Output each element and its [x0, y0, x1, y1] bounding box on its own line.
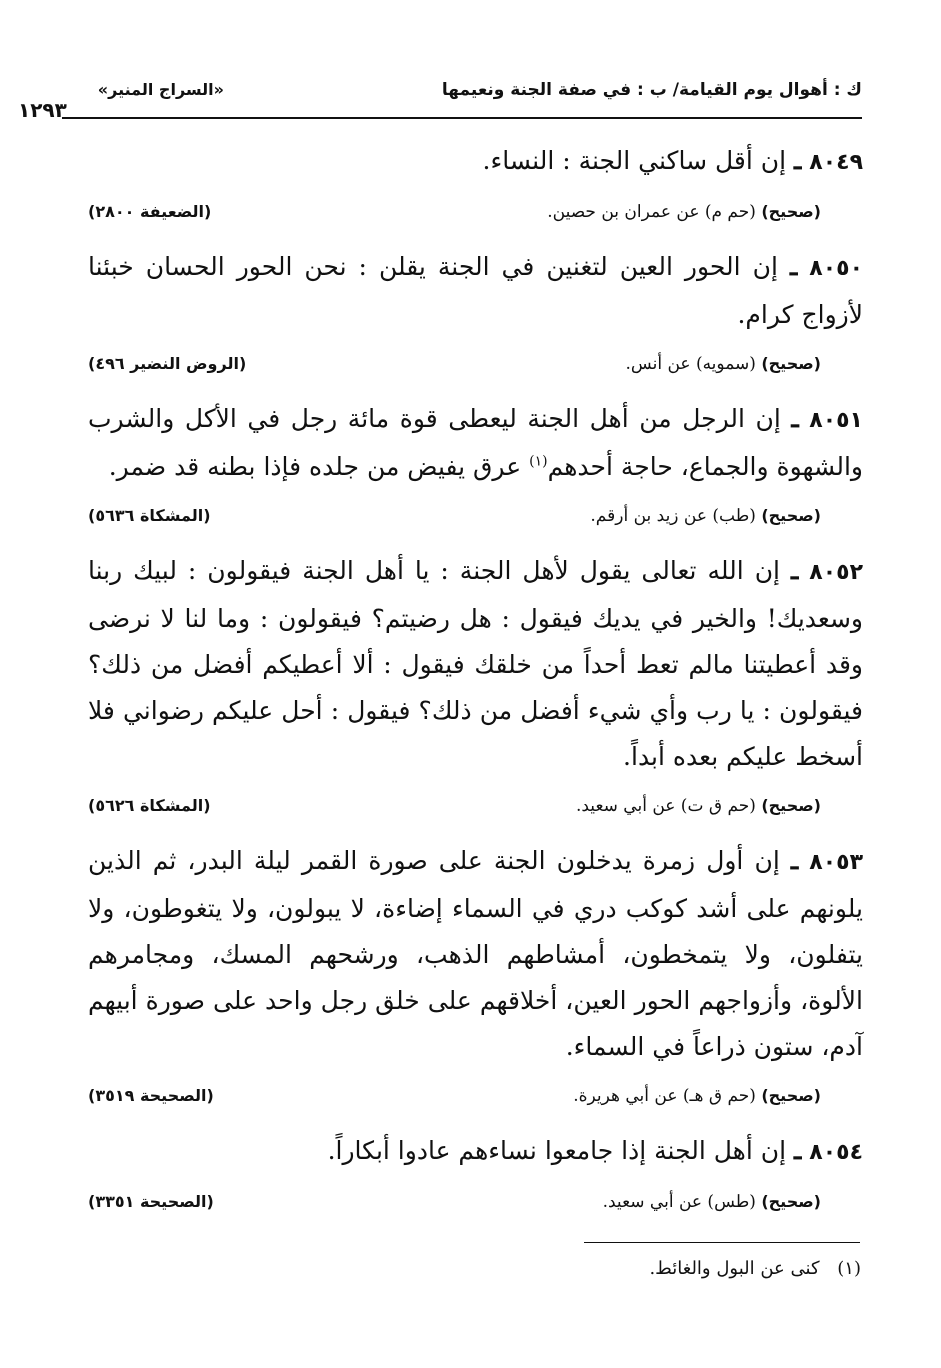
hadith-reference: (الصحيحة ٣٣٥١)	[88, 1192, 214, 1211]
header-book-block	[18, 80, 260, 122]
hadith-dash: ـ	[794, 1136, 802, 1165]
hadith-source-line	[88, 196, 863, 230]
hadith-narrator: (حم ق ت) عن أبي سعيد.	[575, 796, 756, 816]
hadith-source	[603, 1192, 821, 1212]
hadith-text	[88, 838, 863, 1070]
hadith-number: ٨٠٥٤	[809, 1140, 863, 1165]
hadith-number: ٨٠٥٢	[809, 560, 864, 585]
hadith-dash: ـ	[794, 146, 802, 175]
hadith-reference: (الصحيحة ٣٥١٩)	[88, 1086, 214, 1105]
hadith-text	[88, 396, 863, 490]
hadith-body: إن أول زمرة يدخلون الجنة على صورة القمر ليلة البدر، ثم الذين يلونهم على أشد كوكب دري في السماء إضاءة، لا يبولون، ولا يتغوطون، ولا يتفلون، ولا يتمخطون، أمشاطهم الذهب، ورشحهم المسك، ومجامرهم الألوة، وأزواجهم الحور العين، أخلاقهم على خلق رجل واحد على صورة أبيهم آدم، ستون ذراعاً في السماء.	[88, 846, 863, 1061]
hadith-narrator: (طس) عن أبي سعيد.	[602, 1192, 756, 1212]
hadith-source-line	[88, 1080, 863, 1114]
hadith-text	[88, 548, 863, 780]
hadith-dash: ـ	[791, 404, 799, 433]
hadith-reference: (المشكاة ٥٦٢٦)	[88, 796, 211, 815]
hadith-reference: (الضعيفة ٢٨٠٠)	[88, 202, 212, 221]
chapter-title: ك : أهوال يوم القيامة/ ب : في صفة الجنة ونعيمها	[441, 80, 862, 100]
hadith-narrator: (طب) عن زيد بن أرقم.	[590, 506, 756, 526]
hadith-source	[547, 202, 821, 222]
hadith-entry	[88, 138, 863, 230]
footnote-reference[interactable]: (١)	[529, 453, 548, 470]
hadith-grade: (صحيح)	[761, 1192, 821, 1211]
hadith-number: ٨٠٥٣	[809, 850, 864, 875]
header-rule	[62, 117, 862, 119]
hadith-grade: (صحيح)	[761, 202, 821, 221]
footnote-separator	[584, 1242, 860, 1243]
hadith-dash: ـ	[789, 252, 798, 281]
hadith-source	[590, 506, 821, 526]
hadith-number: ٨٠٤٩	[809, 150, 863, 175]
hadith-dash: ـ	[790, 846, 799, 875]
hadith-grade: (صحيح)	[761, 506, 821, 525]
hadith-text	[88, 1128, 863, 1176]
hadith-entry	[88, 396, 863, 534]
hadith-body-continued: عرق يفيض من جلده فإذا بطنه قد ضمر.	[108, 452, 522, 481]
book-title: «السراج المنير»	[97, 80, 224, 99]
hadith-source-line	[88, 348, 863, 382]
hadith-number: ٨٠٥٠	[809, 256, 863, 281]
hadith-source-line	[88, 1186, 863, 1220]
hadith-entry	[88, 548, 863, 824]
hadith-entry	[88, 1128, 863, 1220]
hadith-grade: (صحيح)	[761, 796, 821, 815]
hadith-body: إن أقل ساكني الجنة : النساء.	[482, 146, 787, 175]
hadith-source	[576, 796, 821, 816]
hadith-source	[573, 1086, 821, 1106]
hadith-grade: (صحيح)	[761, 354, 821, 373]
hadith-text	[88, 138, 863, 186]
hadith-body: إن الحور العين لتغنين في الجنة يقلن : نحن الحور الحسان خبئنا لأزواج كرام.	[88, 252, 863, 329]
hadith-entry	[88, 838, 863, 1114]
hadith-grade: (صحيح)	[761, 1086, 821, 1105]
hadith-source-line	[88, 790, 863, 824]
hadith-reference: (المشكاة ٥٦٣٦)	[88, 506, 211, 525]
hadith-number: ٨٠٥١	[809, 408, 863, 433]
running-header	[18, 76, 862, 122]
hadith-reference: (الروض النضير ٤٩٦)	[88, 354, 247, 373]
hadith-body: إن الرجل من أهل الجنة ليعطى قوة مائة رجل في الأكل والشرب والشهوة والجماع، حاجة أحدهم	[88, 404, 863, 481]
footnote	[649, 1258, 861, 1279]
hadith-body: إن أهل الجنة إذا جامعوا نساءهم عادوا أبكاراً.	[327, 1136, 787, 1165]
hadith-text	[88, 244, 863, 338]
footnote-mark: (١)	[837, 1258, 861, 1279]
hadith-dash: ـ	[790, 556, 799, 585]
hadith-narrator: (حم م) عن عمران بن حصين.	[547, 202, 756, 222]
page-number: ١٢٩٣	[18, 98, 67, 122]
hadith-source	[626, 354, 821, 374]
hadith-source-line	[88, 500, 863, 534]
hadith-narrator: (حم ق هـ) عن أبي هريرة.	[573, 1086, 756, 1106]
hadith-body: إن الله تعالى يقول لأهل الجنة : يا أهل الجنة فيقولون : لبيك ربنا وسعديك! والخير في يديك فيقول : هل رضيتم؟ فيقولون : وما لنا لا نرضى وقد أعطيتنا مالم تعط أحداً من خلقك فيقول : ألا أعطيكم أفضل من ذلك؟ فيقولون : يا رب وأي شيء أفضل من ذلك؟ فيقول : أحل عليكم رضواني فلا أسخط عليكم بعده أبداً.	[88, 556, 863, 771]
hadith-narrator: (سمويه) عن أنس.	[625, 354, 756, 374]
hadith-list	[88, 138, 863, 1234]
footnote-text: كنى عن البول والغائط.	[649, 1258, 820, 1279]
hadith-entry	[88, 244, 863, 382]
